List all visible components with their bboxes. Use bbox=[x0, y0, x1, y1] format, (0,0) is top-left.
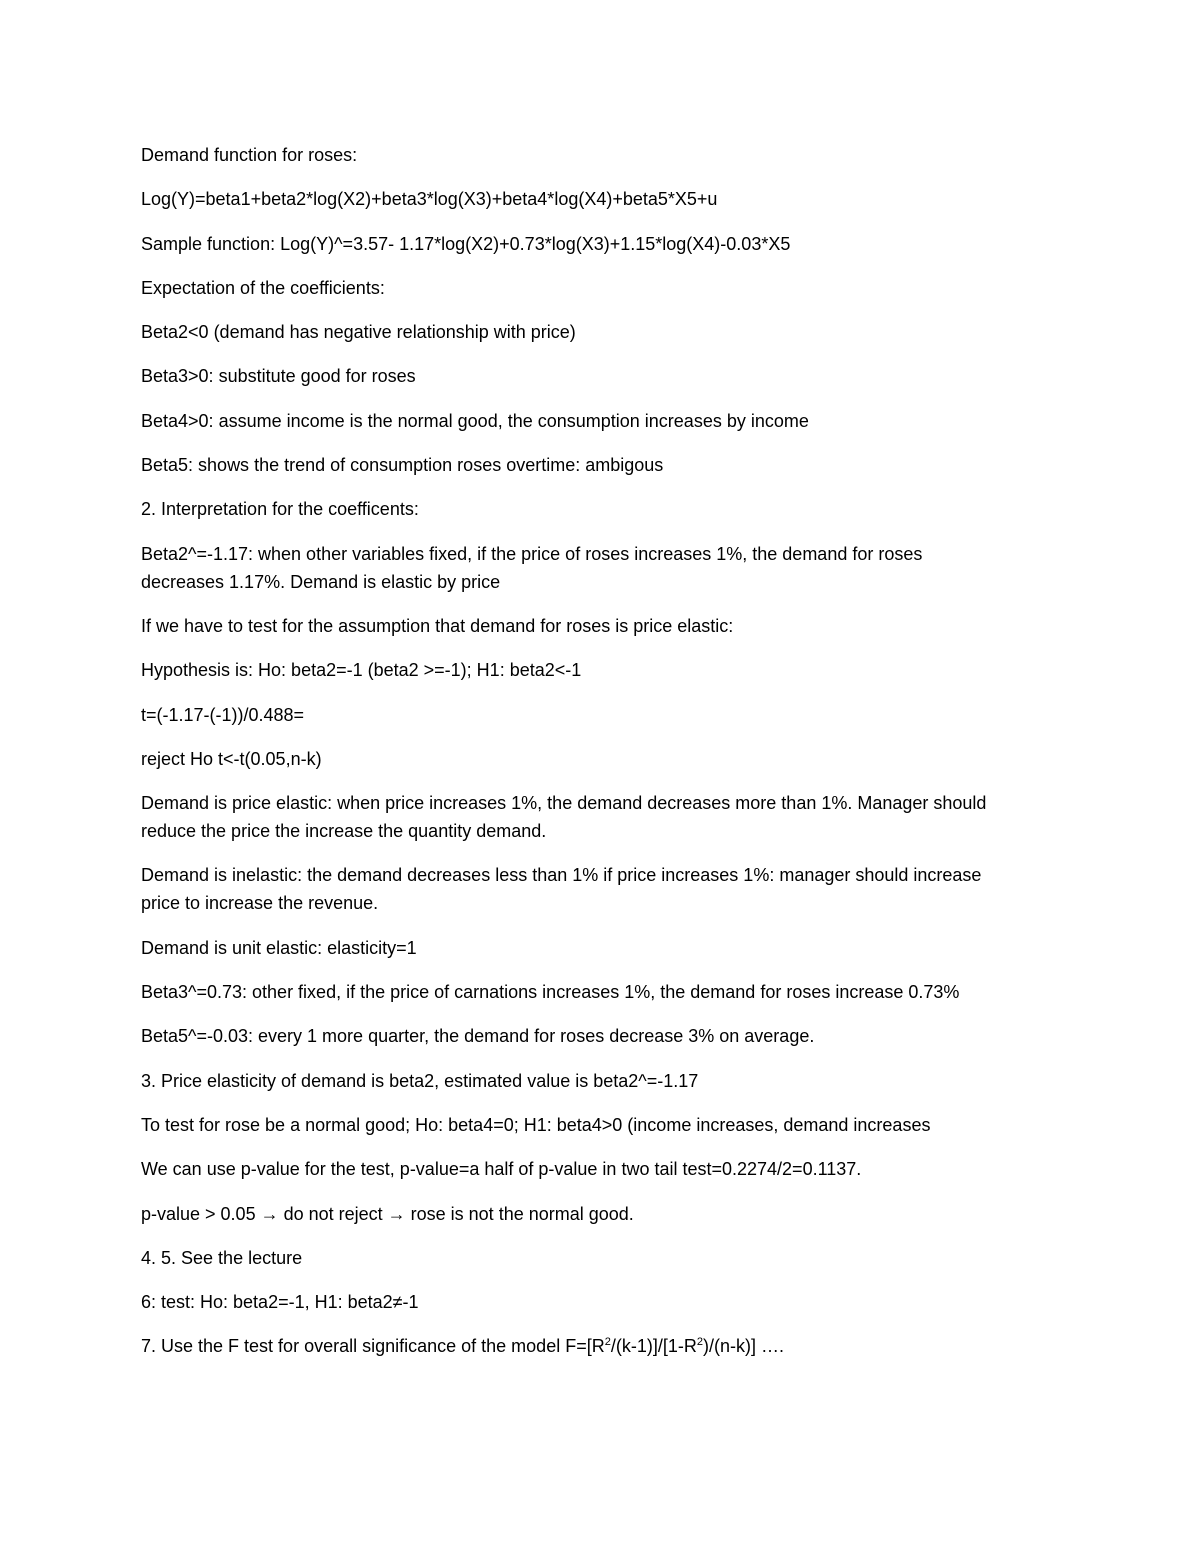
paragraph bbox=[141, 407, 1071, 435]
paragraph bbox=[141, 1111, 1071, 1139]
paragraph bbox=[141, 934, 1071, 962]
text-line: Hypothesis is: Ho: beta2=-1 (beta2 >=-1); H1: beta2<-1 bbox=[141, 660, 582, 681]
paragraph bbox=[141, 1288, 1071, 1316]
text-line: price to increase the revenue. bbox=[141, 893, 379, 914]
paragraph bbox=[141, 1200, 1071, 1228]
paragraph bbox=[141, 495, 1071, 523]
text-line: Demand function for roses: bbox=[141, 145, 358, 165]
f-test-text-after: )/(n-k)] …. bbox=[702, 1336, 784, 1357]
text-line: If we have to test for the assumption that demand for roses is price elastic: bbox=[141, 615, 734, 636]
paragraph bbox=[141, 1022, 1071, 1050]
text-line: Demand is unit elastic: elasticity=1 bbox=[141, 937, 417, 958]
text-line: Expectation of the coefficients: bbox=[141, 277, 385, 298]
paragraph bbox=[141, 362, 1071, 390]
paragraph bbox=[141, 318, 1071, 346]
text-line: Beta2<0 (demand has negative relationship with price) bbox=[141, 322, 576, 343]
paragraph bbox=[141, 230, 1071, 258]
paragraph bbox=[141, 701, 1071, 729]
text-line: Beta5^=-0.03: every 1 more quarter, the demand for roses decrease 3% on average. bbox=[141, 1026, 815, 1047]
paragraph bbox=[141, 1067, 1071, 1095]
text-line: Beta3^=0.73: other fixed, if the price of carnations increases 1%, the demand for roses increase 0.73% bbox=[141, 982, 960, 1003]
paragraph bbox=[141, 612, 1071, 640]
paragraph bbox=[141, 1155, 1071, 1183]
text-line: Beta5: shows the trend of consumption roses overtime: ambigous bbox=[141, 455, 664, 476]
text-line: 3. Price elasticity of demand is beta2, estimated value is beta2^=-1.17 bbox=[141, 1070, 699, 1091]
r-squared-exponent: 2 bbox=[696, 1336, 703, 1349]
text-line: 2. Interpretation for the coefficents: bbox=[141, 499, 419, 520]
paragraph bbox=[141, 185, 1071, 213]
text-line: Demand is inelastic: the demand decreases less than 1% if price increases 1%: manager should increase bbox=[141, 865, 982, 886]
paragraph bbox=[141, 789, 1071, 845]
f-test-text-middle: /(k-1)]/[1-R bbox=[610, 1336, 697, 1357]
paragraph bbox=[141, 451, 1071, 479]
paragraph-f-test bbox=[141, 1332, 1071, 1360]
text-line: 6: test: Ho: beta2=-1, H1: beta2≠-1 bbox=[141, 1292, 419, 1313]
text-line: reject Ho t<-t(0.05,n-k) bbox=[141, 748, 322, 769]
paragraph bbox=[141, 274, 1071, 302]
text-line: Beta4>0: assume income is the normal good, the consumption increases by income bbox=[141, 410, 809, 431]
paragraph bbox=[141, 1244, 1071, 1272]
text-line: decreases 1.17%. Demand is elastic by price bbox=[141, 571, 501, 592]
text-line: 4. 5. See the lecture bbox=[141, 1247, 303, 1268]
paragraph bbox=[141, 745, 1071, 773]
text-line: reduce the price the increase the quantity demand. bbox=[141, 821, 547, 842]
text-line: Log(Y)=beta1+beta2*log(X2)+beta3*log(X3)+beta4*log(X4)+beta5*X5+u bbox=[141, 189, 718, 210]
text-line: Demand is price elastic: when price increases 1%, the demand decreases more than 1%. Manager should bbox=[141, 793, 987, 814]
paragraph bbox=[141, 861, 1071, 917]
text-line: t=(-1.17-(-1))/0.488= bbox=[141, 704, 305, 725]
document-body bbox=[141, 141, 1071, 1377]
text-line: To test for rose be a normal good; Ho: beta4=0; H1: beta4>0 (income increases, demand increases bbox=[141, 1114, 931, 1135]
paragraph bbox=[141, 540, 1071, 596]
text-line: Sample function: Log(Y)^=3.57- 1.17*log(X2)+0.73*log(X3)+1.15*log(X4)-0.03*X5 bbox=[141, 233, 791, 254]
r-squared-exponent: 2 bbox=[604, 1336, 611, 1349]
paragraph bbox=[141, 141, 1071, 169]
paragraph bbox=[141, 978, 1071, 1006]
text-line: Beta2^=-1.17: when other variables fixed, if the price of roses increases 1%, the demand for roses bbox=[141, 543, 923, 564]
f-test-text-before: 7. Use the F test for overall significance of the model F=[R bbox=[141, 1336, 605, 1357]
text-line: Beta3>0: substitute good for roses bbox=[141, 366, 416, 387]
text-line: We can use p-value for the test, p-value=a half of p-value in two tail test=0.2274/2=0.1137. bbox=[141, 1159, 862, 1180]
text-line: p-value > 0.05 → do not reject → rose is not the normal good. bbox=[141, 1203, 634, 1224]
paragraph bbox=[141, 656, 1071, 684]
